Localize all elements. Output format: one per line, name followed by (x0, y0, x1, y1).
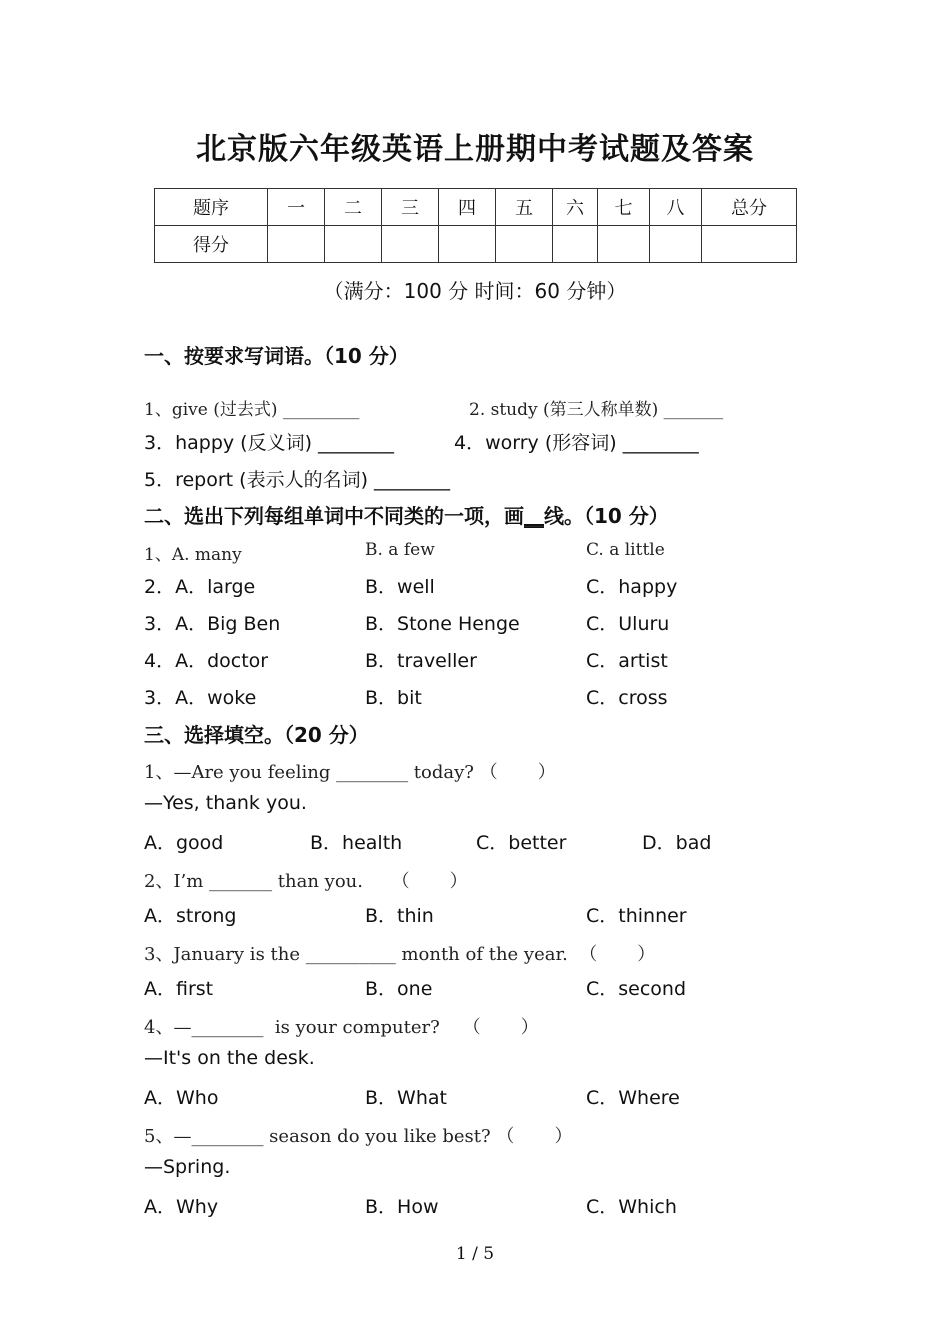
exam-info: （满分：100 分 时间：60 分钟） (323, 279, 627, 303)
section2-option-c: C．artist (586, 650, 668, 672)
score-header-cell: 题序 (155, 189, 268, 226)
score-header-cell: 六 (553, 189, 598, 226)
section1-item: 3．happy (反义词) ________ (144, 432, 395, 454)
question-4-option-b: B．What (365, 1087, 447, 1109)
question-4-option-a: A．Who (144, 1087, 219, 1109)
section2-option-b: B．bit (365, 687, 422, 709)
section2-heading-post: 线。（10 分） (544, 504, 669, 528)
section1-item: 4．worry (形容词) ________ (454, 432, 699, 454)
section2-heading-blank: __ (524, 504, 544, 528)
question-5-option-b: B．How (365, 1196, 439, 1218)
score-cell[interactable] (598, 226, 650, 263)
score-cell[interactable] (650, 226, 702, 263)
question-1-option-d: D．bad (642, 832, 712, 854)
section2-option-b: B. a few (365, 540, 435, 560)
score-header-cell: 三 (382, 189, 439, 226)
section2-heading-pre: 二、选出下列每组单词中不同类的一项，画 (144, 504, 524, 528)
question-3-option-b: B．one (365, 978, 433, 1000)
score-cell[interactable] (382, 226, 439, 263)
section1-item: 2. study (第三人称单数) _______ (469, 400, 724, 420)
question-5: 5、—________ season do you like best? （ ） (144, 1126, 573, 1147)
score-header-cell: 二 (325, 189, 382, 226)
question-1-option-a: A．good (144, 832, 224, 854)
score-table-header-row (155, 189, 797, 226)
score-cell[interactable] (439, 226, 496, 263)
score-header-cell: 七 (598, 189, 650, 226)
question-4-reply: —It's on the desk. (144, 1047, 315, 1069)
question-2: 2、I’m _______ than you. （ ） (144, 871, 468, 892)
score-row-label: 得分 (155, 226, 268, 263)
question-4-option-c: C．Where (586, 1087, 680, 1109)
section3-heading: 三、选择填空。（20 分） (144, 723, 369, 747)
section1-heading: 一、按要求写词语。（10 分） (144, 344, 409, 368)
section2-option-c: C．cross (586, 687, 668, 709)
question-3: 3、January is the __________ month of the year. （ ） (144, 944, 656, 965)
section2-option-c: C. a little (586, 540, 665, 560)
question-5-option-a: A．Why (144, 1196, 219, 1218)
section2-option-b: B．traveller (365, 650, 477, 672)
score-table (154, 188, 797, 263)
page-title: 北京版六年级英语上册期中考试题及答案 (196, 132, 754, 167)
question-5-option-c: C．Which (586, 1196, 677, 1218)
question-2-option-b: B．thin (365, 905, 434, 927)
section2-option-b: B．Stone Henge (365, 613, 520, 635)
score-header-cell: 总分 (702, 189, 797, 226)
section1-item: 1、give (过去式) _________ (144, 400, 360, 420)
section2-option-a: 4．A．doctor (144, 650, 269, 672)
question-1-option-b: B．health (310, 832, 403, 854)
score-cell[interactable] (325, 226, 382, 263)
score-header-cell: 四 (439, 189, 496, 226)
score-header-cell: 一 (268, 189, 325, 226)
section1-item: 5．report (表示人的名词) ________ (144, 469, 451, 491)
section2-option-a: 3．A．Big Ben (144, 613, 281, 635)
section2-option-a: 3．A．woke (144, 687, 257, 709)
section2-option-c: C．happy (586, 576, 678, 598)
question-1-option-c: C．better (476, 832, 567, 854)
score-cell[interactable] (496, 226, 553, 263)
question-5-reply: —Spring. (144, 1156, 231, 1178)
section2-option-c: C．Uluru (586, 613, 670, 635)
score-header-cell: 八 (650, 189, 702, 226)
section2-option-b: B．well (365, 576, 435, 598)
question-4: 4、—________ is your computer? （ ） (144, 1017, 539, 1038)
question-2-option-c: C．thinner (586, 905, 687, 927)
page-number: 1 / 5 (455, 1244, 495, 1264)
section2-option-a: 2．A．large (144, 576, 256, 598)
question-1: 1、—Are you feeling ________ today? （ ） (144, 762, 556, 783)
question-3-option-a: A．first (144, 978, 214, 1000)
question-3-option-c: C．second (586, 978, 687, 1000)
question-1-reply: —Yes, thank you. (144, 792, 307, 814)
score-cell[interactable] (702, 226, 797, 263)
score-cell[interactable] (553, 226, 598, 263)
score-table-score-row (155, 226, 797, 263)
score-cell[interactable] (268, 226, 325, 263)
question-2-option-a: A．strong (144, 905, 237, 927)
section2-option-a: 1、A. many (144, 545, 242, 565)
section2-heading (144, 500, 669, 529)
score-header-cell: 五 (496, 189, 553, 226)
